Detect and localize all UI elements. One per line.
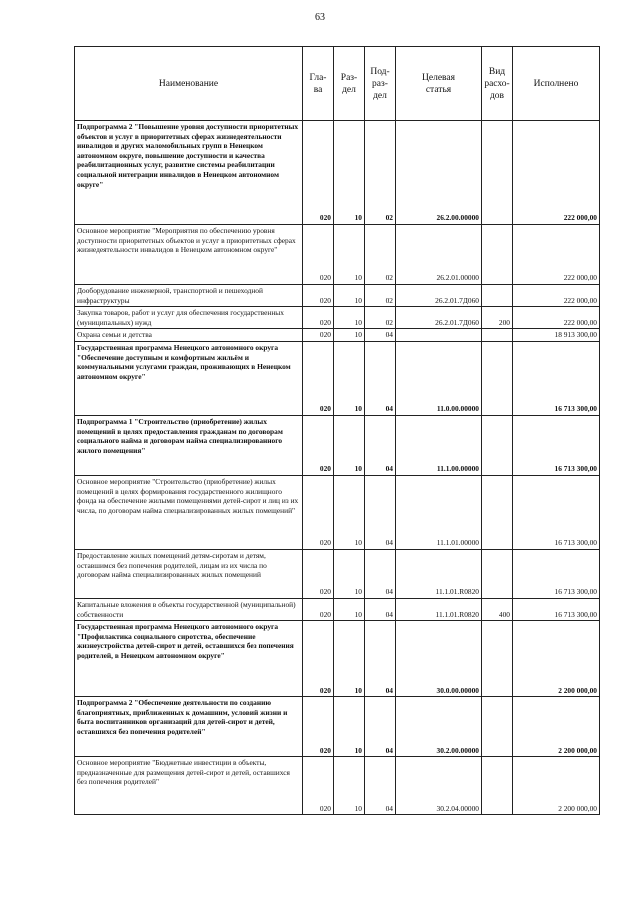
header-vid: Вид расхо- дов (482, 47, 513, 121)
row-statya: 11.1.01.R0820 (396, 598, 482, 620)
row-ispolneno: 2 200 000,00 (513, 697, 600, 757)
row-razdel: 10 (334, 307, 365, 329)
row-name: Дооборудование инженерной, транспортной и пешеходной инфраструктуры (75, 285, 303, 307)
row-ispolneno: 222 000,00 (513, 225, 600, 285)
header-podrazdel: Под- раз- дел (365, 47, 396, 121)
row-podrazdel: 04 (365, 549, 396, 598)
row-ispolneno: 2 200 000,00 (513, 621, 600, 697)
table-row (75, 329, 600, 342)
row-ispolneno: 16 713 300,00 (513, 415, 600, 475)
row-name: Подпрограмма 2 "Обеспечение деятельности по созданию благоприятных, приближенных к домашним, условий жизни и быта воспитанников организаций для детей-сирот и детей, оставшихся без попечения родителей" (75, 697, 303, 757)
row-name: Подпрограмма 2 "Повышение уровня доступности приоритетных объектов и услуг в приоритетных сферах жизнедеятельности инвалидов и других маломобильных групп в Ненецком автономном округе, повышение доступности и качества реабилитационных услуг, развитие системы реабилитации социальной интеграции инвалидов в Ненецком автономном округе" (75, 121, 303, 225)
table-row (75, 621, 600, 697)
row-name: Основное мероприятие "Строительство (приобретение) жилых помещений в целях формирования государственного жилищного фонда на обеспечение жилыми помещениями детей-сирот и лиц из их числа, по договорам найма специализированных жилых помещений" (75, 475, 303, 549)
row-ispolneno: 18 913 300,00 (513, 329, 600, 342)
table-row (75, 225, 600, 285)
row-ispolneno: 16 713 300,00 (513, 549, 600, 598)
row-podrazdel: 02 (365, 307, 396, 329)
header-row (75, 47, 600, 121)
row-vid (482, 121, 513, 225)
row-ispolneno: 222 000,00 (513, 307, 600, 329)
row-ispolneno: 2 200 000,00 (513, 757, 600, 815)
row-statya: 26.2.01.7Д060 (396, 307, 482, 329)
row-vid (482, 415, 513, 475)
row-glava: 020 (303, 549, 334, 598)
row-statya: 26.2.00.00000 (396, 121, 482, 225)
row-glava: 020 (303, 329, 334, 342)
row-glava: 020 (303, 225, 334, 285)
row-ispolneno: 16 713 300,00 (513, 475, 600, 549)
table-row (75, 307, 600, 329)
table-row (75, 598, 600, 620)
row-ispolneno: 16 713 300,00 (513, 341, 600, 415)
budget-table (74, 46, 600, 815)
row-vid (482, 549, 513, 598)
table-row (75, 757, 600, 815)
row-statya: 30.2.04.00000 (396, 757, 482, 815)
header-glava: Гла- ва (303, 47, 334, 121)
row-vid (482, 329, 513, 342)
table-row (75, 285, 600, 307)
row-glava: 020 (303, 475, 334, 549)
row-razdel: 10 (334, 697, 365, 757)
row-vid (482, 475, 513, 549)
row-podrazdel: 02 (365, 225, 396, 285)
row-podrazdel: 04 (365, 757, 396, 815)
row-name: Подпрограмма 1 "Строительство (приобретение) жилых помещений в целях предоставления гражданам по договорам социального найма и договорам найма специализированного жилого помещения" (75, 415, 303, 475)
header-name: Наименование (75, 47, 303, 121)
page-number: 63 (315, 12, 325, 23)
header-razdel: Раз- дел (334, 47, 365, 121)
row-vid: 200 (482, 307, 513, 329)
row-razdel: 10 (334, 225, 365, 285)
row-vid (482, 621, 513, 697)
row-name: Охрана семьи и детства (75, 329, 303, 342)
row-glava: 020 (303, 415, 334, 475)
table-row (75, 475, 600, 549)
row-podrazdel: 04 (365, 415, 396, 475)
row-vid (482, 225, 513, 285)
table-row (75, 341, 600, 415)
row-podrazdel: 02 (365, 121, 396, 225)
row-name: Государственная программа Ненецкого автономного округа "Обеспечение доступным и комфортным жильём и коммунальными услугами граждан, проживающих в Ненецком автономном округе" (75, 341, 303, 415)
row-razdel: 10 (334, 621, 365, 697)
row-podrazdel: 04 (365, 341, 396, 415)
row-vid (482, 757, 513, 815)
row-glava: 020 (303, 697, 334, 757)
table-row (75, 549, 600, 598)
row-podrazdel: 04 (365, 475, 396, 549)
header-ispolneno: Исполнено (513, 47, 600, 121)
row-ispolneno: 222 000,00 (513, 285, 600, 307)
row-glava: 020 (303, 621, 334, 697)
row-razdel: 10 (334, 757, 365, 815)
row-podrazdel: 04 (365, 697, 396, 757)
row-razdel: 10 (334, 285, 365, 307)
row-statya: 30.0.00.00000 (396, 621, 482, 697)
row-name: Закупка товаров, работ и услуг для обеспечения государственных (муниципальных) нужд (75, 307, 303, 329)
row-statya: 11.1.00.00000 (396, 415, 482, 475)
row-ispolneno: 16 713 300,00 (513, 598, 600, 620)
row-glava: 020 (303, 598, 334, 620)
row-podrazdel: 02 (365, 285, 396, 307)
row-razdel: 10 (334, 598, 365, 620)
row-razdel: 10 (334, 121, 365, 225)
row-glava: 020 (303, 285, 334, 307)
row-statya: 30.2.00.00000 (396, 697, 482, 757)
row-glava: 020 (303, 757, 334, 815)
row-glava: 020 (303, 121, 334, 225)
row-razdel: 10 (334, 329, 365, 342)
row-razdel: 10 (334, 549, 365, 598)
table-row (75, 697, 600, 757)
row-statya: 11.0.00.00000 (396, 341, 482, 415)
row-statya: 26.2.01.00000 (396, 225, 482, 285)
row-glava: 020 (303, 341, 334, 415)
row-podrazdel: 04 (365, 621, 396, 697)
table-row (75, 415, 600, 475)
row-razdel: 10 (334, 341, 365, 415)
row-statya: 26.2.01.7Д060 (396, 285, 482, 307)
row-name: Капитальные вложения в объекты государственной (муниципальной) собственности (75, 598, 303, 620)
row-vid: 400 (482, 598, 513, 620)
row-podrazdel: 04 (365, 329, 396, 342)
row-razdel: 10 (334, 475, 365, 549)
row-glava: 020 (303, 307, 334, 329)
row-razdel: 10 (334, 415, 365, 475)
row-statya: 11.1.01.00000 (396, 475, 482, 549)
row-statya (396, 329, 482, 342)
row-vid (482, 285, 513, 307)
row-statya: 11.1.01.R0820 (396, 549, 482, 598)
row-name: Основное мероприятие "Бюджетные инвестиции в объекты, предназначенные для размещения детей-сирот и детей, оставшихся без попечения родителей" (75, 757, 303, 815)
row-name: Предоставление жилых помещений детям-сиротам и детям, оставшимся без попечения родителей, лицам из их числа по договорам найма специализированных жилых помещений (75, 549, 303, 598)
row-ispolneno: 222 000,00 (513, 121, 600, 225)
row-vid (482, 341, 513, 415)
row-podrazdel: 04 (365, 598, 396, 620)
row-vid (482, 697, 513, 757)
table-row (75, 121, 600, 225)
row-name: Основное мероприятие "Мероприятия по обеспечению уровня доступности приоритетных объектов и услуг в приоритетных сферах жизнедеятельности инвалидов в Ненецком автономном округе" (75, 225, 303, 285)
row-name: Государственная программа Ненецкого автономного округа "Профилактика социального сиротства, обеспечение жизнеустройства детей-сирот и детей, оставшихся без попечения родителей, в Ненецком автономном округе" (75, 621, 303, 697)
header-statya: Целевая статья (396, 47, 482, 121)
